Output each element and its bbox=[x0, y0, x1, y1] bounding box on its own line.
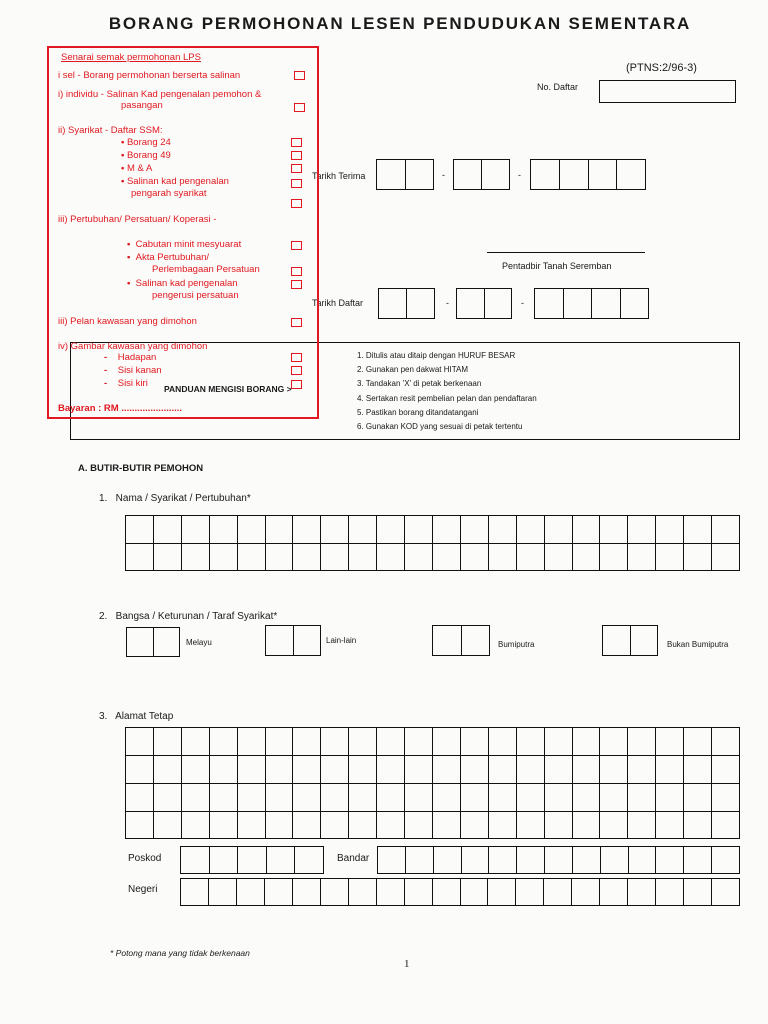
input-cell[interactable] bbox=[517, 544, 545, 571]
input-cell[interactable] bbox=[656, 544, 684, 571]
input-cell[interactable] bbox=[545, 728, 573, 755]
input-cell[interactable] bbox=[656, 847, 684, 873]
input-cell[interactable] bbox=[405, 756, 433, 783]
input-cell[interactable] bbox=[573, 544, 601, 571]
input-cell[interactable] bbox=[461, 544, 489, 571]
input-cell[interactable] bbox=[154, 784, 182, 811]
input-cell[interactable] bbox=[600, 516, 628, 543]
tarikh-terima-label: Tarikh Terima bbox=[312, 171, 366, 181]
input-cell[interactable] bbox=[434, 847, 462, 873]
input-cell[interactable] bbox=[377, 544, 405, 571]
poskod-label: Poskod bbox=[128, 853, 162, 864]
checklist-title: Senarai semak permohonan LPS bbox=[61, 52, 201, 63]
input-cell[interactable] bbox=[461, 879, 489, 905]
input-cell[interactable] bbox=[712, 879, 739, 905]
q3-label: 3. Alamat Tetap bbox=[99, 711, 174, 722]
option-bukan-bumiputra: Bukan Bumiputra bbox=[667, 640, 729, 649]
input-cell[interactable] bbox=[628, 812, 656, 839]
input-cell[interactable] bbox=[377, 756, 405, 783]
input-cell[interactable] bbox=[210, 784, 238, 811]
pentadbir-label: Pentadbir Tanah Seremban bbox=[502, 261, 612, 271]
guide-item: 6. Gunakan KOD yang sesuai di petak tertentu bbox=[357, 422, 523, 432]
checklist-stamp bbox=[47, 46, 319, 419]
input-cell[interactable] bbox=[461, 784, 489, 811]
input-cell[interactable] bbox=[405, 516, 433, 543]
checklist-pelan: iii) Pelan kawasan yang dimohon bbox=[58, 316, 197, 327]
checklist-bayaran: Bayaran : RM ....................... bbox=[58, 403, 183, 414]
input-cell[interactable] bbox=[210, 812, 238, 839]
input-cell[interactable] bbox=[573, 784, 601, 811]
input-cell[interactable] bbox=[656, 516, 684, 543]
input-cell[interactable] bbox=[321, 784, 349, 811]
input-cell[interactable] bbox=[154, 728, 182, 755]
checklist-individu-cont: pasangan bbox=[121, 100, 163, 111]
tarikh-terima-year-boxes[interactable] bbox=[530, 159, 646, 190]
negeri-boxes[interactable] bbox=[180, 878, 740, 906]
input-cell[interactable] bbox=[516, 879, 544, 905]
input-cell[interactable] bbox=[600, 879, 628, 905]
input-cell[interactable] bbox=[182, 756, 210, 783]
input-cell[interactable] bbox=[573, 756, 601, 783]
input-cell[interactable] bbox=[573, 812, 601, 839]
input-cell[interactable] bbox=[349, 516, 377, 543]
checkbox[interactable] bbox=[291, 318, 302, 327]
tarikh-daftar-day-boxes[interactable] bbox=[378, 288, 435, 319]
input-cell[interactable] bbox=[488, 879, 516, 905]
checklist-syarikat-item: • Borang 49 bbox=[121, 150, 171, 161]
input-cell[interactable] bbox=[489, 812, 517, 839]
input-cell[interactable] bbox=[600, 812, 628, 839]
input-cell[interactable] bbox=[433, 812, 461, 839]
input-cell[interactable] bbox=[210, 544, 238, 571]
checklist-individu: i) individu - Salinan Kad pengenalan pemohon & bbox=[58, 89, 262, 100]
tarikh-daftar-label: Tarikh Daftar bbox=[312, 298, 364, 308]
input-cell[interactable] bbox=[656, 728, 684, 755]
checklist-pertubuhan: iii) Pertubuhan/ Persatuan/ Koperasi - bbox=[58, 214, 217, 225]
input-cell[interactable] bbox=[377, 784, 405, 811]
input-cell[interactable] bbox=[238, 728, 266, 755]
input-cell[interactable] bbox=[210, 516, 238, 543]
input-cell[interactable] bbox=[266, 812, 294, 839]
checklist-gambar-item: - Sisi kiri bbox=[104, 378, 148, 389]
tarikh-daftar-year-boxes[interactable] bbox=[534, 288, 649, 319]
checklist-pertubuhan-item-cont: Perlembagaan Persatuan bbox=[152, 264, 260, 275]
guide-list bbox=[357, 349, 537, 434]
nama-grid[interactable] bbox=[125, 515, 740, 571]
option-bumiputra: Bumiputra bbox=[498, 640, 535, 649]
input-cell[interactable] bbox=[126, 516, 154, 543]
input-cell[interactable] bbox=[210, 756, 238, 783]
input-cell[interactable] bbox=[293, 812, 321, 839]
footnote: * Potong mana yang tidak berkenaan bbox=[110, 948, 250, 958]
input-cell[interactable] bbox=[628, 516, 656, 543]
input-cell[interactable] bbox=[182, 544, 210, 571]
input-cell[interactable] bbox=[684, 812, 712, 839]
input-cell[interactable] bbox=[712, 847, 739, 873]
input-cell[interactable] bbox=[712, 544, 739, 571]
input-cell[interactable] bbox=[600, 728, 628, 755]
bumiputra-boxes[interactable] bbox=[432, 625, 490, 656]
checklist-item-form: i sel - Borang permohonan berserta salinan bbox=[58, 70, 241, 81]
input-cell[interactable] bbox=[267, 847, 296, 873]
input-cell[interactable] bbox=[433, 544, 461, 571]
input-cell[interactable] bbox=[712, 784, 739, 811]
alamat-grid[interactable] bbox=[125, 727, 740, 839]
input-cell[interactable] bbox=[266, 728, 294, 755]
input-cell[interactable] bbox=[237, 879, 265, 905]
poskod-boxes[interactable] bbox=[180, 846, 324, 874]
input-cell[interactable] bbox=[181, 847, 210, 873]
checkbox[interactable] bbox=[291, 267, 302, 276]
input-cell[interactable] bbox=[378, 847, 406, 873]
input-cell[interactable] bbox=[628, 879, 656, 905]
no-daftar-field[interactable] bbox=[599, 80, 736, 103]
input-cell[interactable] bbox=[377, 812, 405, 839]
input-cell[interactable] bbox=[293, 756, 321, 783]
input-cell[interactable] bbox=[628, 544, 656, 571]
input-cell[interactable] bbox=[126, 544, 154, 571]
guide-item: 1. Ditulis atau ditaip dengan HURUF BESAR bbox=[357, 351, 516, 360]
checklist-gambar: iv) Gambar kawasan yang dimohon bbox=[58, 341, 208, 352]
input-cell[interactable] bbox=[349, 544, 377, 571]
guide-item: 3. Tandakan 'X' di petak berkenaan bbox=[357, 379, 482, 389]
input-cell[interactable] bbox=[321, 516, 349, 543]
input-cell[interactable] bbox=[461, 516, 489, 543]
checkbox[interactable] bbox=[294, 103, 305, 112]
input-cell[interactable] bbox=[405, 879, 433, 905]
input-cell[interactable] bbox=[181, 879, 209, 905]
input-cell[interactable] bbox=[601, 847, 629, 873]
input-cell[interactable] bbox=[349, 812, 377, 839]
input-cell[interactable] bbox=[629, 847, 657, 873]
input-cell[interactable] bbox=[321, 544, 349, 571]
date-separator: - bbox=[442, 170, 445, 180]
lain-lain-boxes[interactable] bbox=[265, 625, 321, 656]
input-cell[interactable] bbox=[545, 544, 573, 571]
input-cell[interactable] bbox=[238, 812, 266, 839]
input-cell[interactable] bbox=[573, 728, 601, 755]
bandar-boxes[interactable] bbox=[377, 846, 740, 874]
input-cell[interactable] bbox=[182, 812, 210, 839]
input-cell[interactable] bbox=[349, 879, 377, 905]
guide-item: 4. Sertakan resit pembelian pelan dan pendaftaran bbox=[357, 393, 537, 403]
input-cell[interactable] bbox=[712, 516, 739, 543]
input-cell[interactable] bbox=[295, 847, 323, 873]
input-cell[interactable] bbox=[238, 516, 266, 543]
bandar-label: Bandar bbox=[337, 853, 370, 864]
input-cell[interactable] bbox=[293, 784, 321, 811]
input-cell[interactable] bbox=[433, 784, 461, 811]
checklist-pertubuhan-item: • Salinan kad pengenalan bbox=[127, 278, 238, 289]
checkbox[interactable] bbox=[291, 380, 302, 389]
input-cell[interactable] bbox=[126, 784, 154, 811]
input-cell[interactable] bbox=[489, 728, 517, 755]
input-cell[interactable] bbox=[405, 784, 433, 811]
checkbox[interactable] bbox=[294, 71, 305, 80]
checkbox[interactable] bbox=[291, 241, 302, 250]
input-cell[interactable] bbox=[489, 847, 517, 873]
input-cell[interactable] bbox=[489, 544, 517, 571]
tarikh-daftar-month-boxes[interactable] bbox=[456, 288, 512, 319]
input-cell[interactable] bbox=[182, 784, 210, 811]
input-cell[interactable] bbox=[321, 756, 349, 783]
input-cell[interactable] bbox=[545, 812, 573, 839]
option-melayu: Melayu bbox=[186, 638, 212, 647]
negeri-label: Negeri bbox=[128, 884, 158, 895]
input-cell[interactable] bbox=[349, 784, 377, 811]
input-cell[interactable] bbox=[684, 516, 712, 543]
input-cell[interactable] bbox=[517, 847, 545, 873]
checkbox[interactable] bbox=[291, 138, 302, 147]
form-title: BORANG PERMOHONAN LESEN PENDUDUKAN SEMENTARA bbox=[108, 14, 692, 33]
input-cell[interactable] bbox=[461, 756, 489, 783]
input-cell[interactable] bbox=[321, 728, 349, 755]
input-cell[interactable] bbox=[154, 516, 182, 543]
input-cell[interactable] bbox=[684, 728, 712, 755]
input-cell[interactable] bbox=[210, 847, 239, 873]
input-cell[interactable] bbox=[712, 728, 739, 755]
input-cell[interactable] bbox=[600, 784, 628, 811]
checkbox[interactable] bbox=[291, 366, 302, 375]
input-cell[interactable] bbox=[545, 784, 573, 811]
input-cell[interactable] bbox=[517, 812, 545, 839]
guide-item: 5. Pastikan borang ditandatangani bbox=[357, 407, 479, 417]
input-cell[interactable] bbox=[517, 516, 545, 543]
page-number: 1 bbox=[404, 958, 410, 970]
input-cell[interactable] bbox=[377, 728, 405, 755]
input-cell[interactable] bbox=[462, 847, 490, 873]
input-cell[interactable] bbox=[573, 516, 601, 543]
date-separator: - bbox=[521, 298, 524, 308]
input-cell[interactable] bbox=[210, 728, 238, 755]
checkbox[interactable] bbox=[291, 179, 302, 188]
tarikh-terima-month-boxes[interactable] bbox=[453, 159, 510, 190]
input-cell[interactable] bbox=[154, 544, 182, 571]
option-lain-lain: Lain-lain bbox=[326, 636, 357, 645]
tarikh-terima-day-boxes[interactable] bbox=[376, 159, 434, 190]
input-cell[interactable] bbox=[209, 879, 237, 905]
input-cell[interactable] bbox=[321, 879, 349, 905]
input-cell[interactable] bbox=[154, 756, 182, 783]
input-cell[interactable] bbox=[628, 784, 656, 811]
input-cell[interactable] bbox=[405, 728, 433, 755]
checklist-syarikat-item-cont: pengarah syarikat bbox=[131, 188, 207, 199]
input-cell[interactable] bbox=[600, 756, 628, 783]
input-cell[interactable] bbox=[461, 812, 489, 839]
input-cell[interactable] bbox=[517, 728, 545, 755]
checklist-syarikat-item: • M & A bbox=[121, 163, 153, 174]
form-code: (PTNS:2/96-3) bbox=[626, 62, 697, 74]
no-daftar-label: No. Daftar bbox=[537, 82, 579, 92]
input-cell[interactable] bbox=[628, 756, 656, 783]
input-cell[interactable] bbox=[238, 756, 266, 783]
bukan-bumiputra-boxes[interactable] bbox=[602, 625, 658, 656]
input-cell[interactable] bbox=[433, 516, 461, 543]
guide-item: 2. Gunakan pen dakwat HITAM bbox=[357, 365, 469, 375]
input-cell[interactable] bbox=[182, 728, 210, 755]
checklist-pertubuhan-item: • Akta Pertubuhan/ bbox=[127, 252, 210, 263]
input-cell[interactable] bbox=[238, 847, 267, 873]
input-cell[interactable] bbox=[600, 544, 628, 571]
input-cell[interactable] bbox=[266, 756, 294, 783]
checkbox[interactable] bbox=[291, 151, 302, 160]
input-cell[interactable] bbox=[126, 812, 154, 839]
date-separator: - bbox=[446, 298, 449, 308]
input-cell[interactable] bbox=[182, 516, 210, 543]
input-cell[interactable] bbox=[545, 756, 573, 783]
guide-label: PANDUAN MENGISI BORANG > bbox=[164, 384, 292, 394]
input-cell[interactable] bbox=[545, 847, 573, 873]
input-cell[interactable] bbox=[684, 847, 712, 873]
input-cell[interactable] bbox=[628, 728, 656, 755]
checklist-syarikat-item: • Salinan kad pengenalan bbox=[121, 176, 229, 187]
checklist-gambar-item: - Sisi kanan bbox=[104, 365, 162, 376]
input-cell[interactable] bbox=[293, 879, 321, 905]
checkbox[interactable] bbox=[291, 280, 302, 289]
input-cell[interactable] bbox=[573, 847, 601, 873]
input-cell[interactable] bbox=[377, 516, 405, 543]
input-cell[interactable] bbox=[293, 516, 321, 543]
input-cell[interactable] bbox=[238, 544, 266, 571]
input-cell[interactable] bbox=[321, 812, 349, 839]
input-cell[interactable] bbox=[656, 784, 684, 811]
input-cell[interactable] bbox=[489, 784, 517, 811]
input-cell[interactable] bbox=[238, 784, 266, 811]
input-cell[interactable] bbox=[154, 812, 182, 839]
section-a-heading: A. BUTIR-BUTIR PEMOHON bbox=[78, 463, 204, 474]
input-cell[interactable] bbox=[406, 847, 434, 873]
input-cell[interactable] bbox=[544, 879, 572, 905]
checkbox[interactable] bbox=[291, 164, 302, 173]
input-cell[interactable] bbox=[265, 879, 293, 905]
input-cell[interactable] bbox=[293, 544, 321, 571]
input-cell[interactable] bbox=[349, 728, 377, 755]
input-cell[interactable] bbox=[656, 812, 684, 839]
input-cell[interactable] bbox=[266, 516, 294, 543]
input-cell[interactable] bbox=[684, 784, 712, 811]
input-cell[interactable] bbox=[712, 756, 739, 783]
input-cell[interactable] bbox=[377, 879, 405, 905]
input-cell[interactable] bbox=[684, 756, 712, 783]
input-cell[interactable] bbox=[517, 784, 545, 811]
input-cell[interactable] bbox=[517, 756, 545, 783]
input-cell[interactable] bbox=[405, 544, 433, 571]
input-cell[interactable] bbox=[656, 879, 684, 905]
q2-label: 2. Bangsa / Keturunan / Taraf Syarikat* bbox=[99, 611, 278, 622]
input-cell[interactable] bbox=[489, 516, 517, 543]
input-cell[interactable] bbox=[545, 516, 573, 543]
input-cell[interactable] bbox=[405, 812, 433, 839]
input-cell[interactable] bbox=[126, 728, 154, 755]
input-cell[interactable] bbox=[684, 544, 712, 571]
input-cell[interactable] bbox=[656, 756, 684, 783]
q1-label: 1. Nama / Syarikat / Pertubuhan* bbox=[99, 493, 251, 504]
checklist-syarikat: ii) Syarikat - Daftar SSM: bbox=[58, 125, 163, 136]
checkbox[interactable] bbox=[291, 199, 302, 208]
melayu-boxes[interactable] bbox=[126, 627, 180, 657]
input-cell[interactable] bbox=[489, 756, 517, 783]
date-separator: - bbox=[518, 170, 521, 180]
input-cell[interactable] bbox=[266, 544, 294, 571]
input-cell[interactable] bbox=[126, 756, 154, 783]
input-cell[interactable] bbox=[433, 728, 461, 755]
input-cell[interactable] bbox=[461, 728, 489, 755]
input-cell[interactable] bbox=[433, 756, 461, 783]
input-cell[interactable] bbox=[293, 728, 321, 755]
checklist-pertubuhan-item-cont: pengerusi persatuan bbox=[152, 290, 239, 301]
input-cell[interactable] bbox=[433, 879, 461, 905]
input-cell[interactable] bbox=[266, 784, 294, 811]
checklist-gambar-item: - Hadapan bbox=[104, 352, 157, 363]
checklist-syarikat-item: • Borang 24 bbox=[121, 137, 171, 148]
checklist-pertubuhan-item: • Cabutan minit mesyuarat bbox=[127, 239, 242, 250]
checkbox[interactable] bbox=[291, 353, 302, 362]
input-cell[interactable] bbox=[712, 812, 739, 839]
input-cell[interactable] bbox=[349, 756, 377, 783]
signature-line bbox=[487, 252, 645, 253]
input-cell[interactable] bbox=[684, 879, 712, 905]
input-cell[interactable] bbox=[572, 879, 600, 905]
